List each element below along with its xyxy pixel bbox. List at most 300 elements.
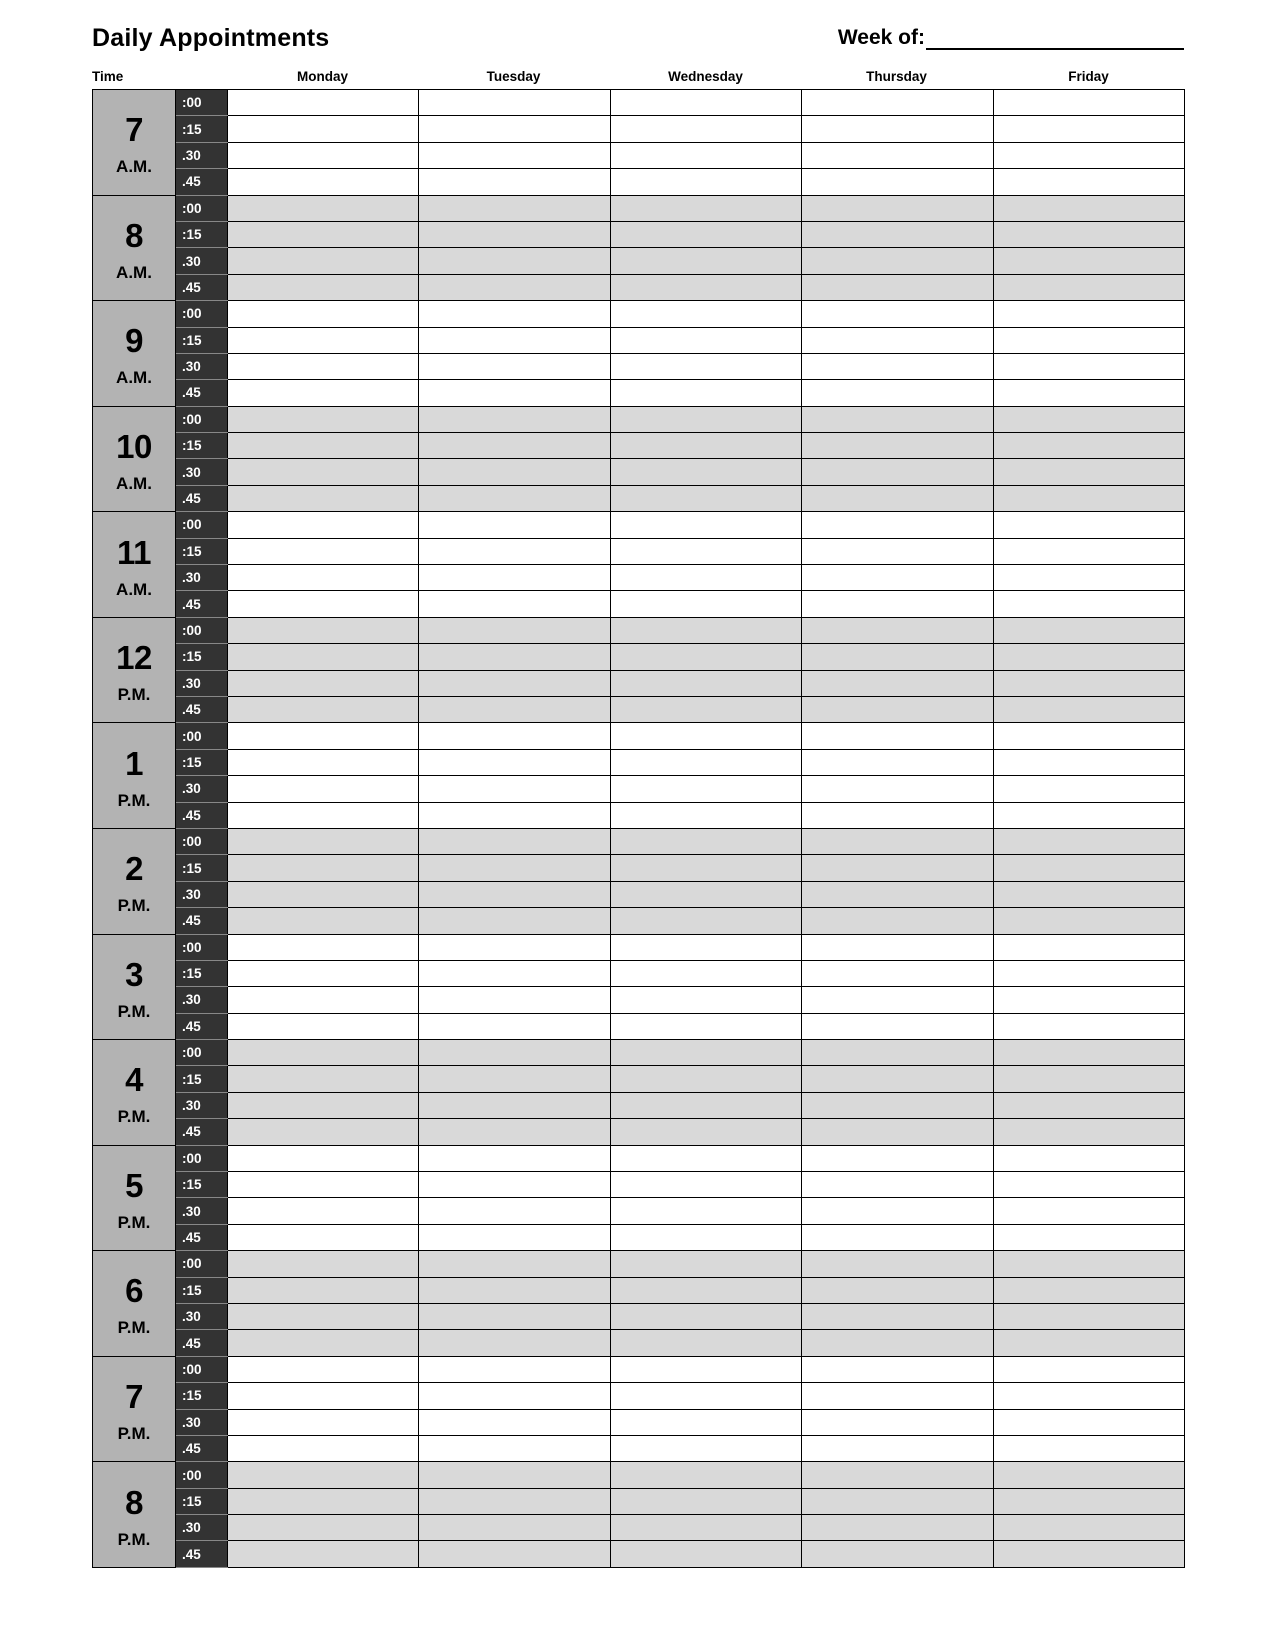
appointment-slot[interactable] [993,1277,1184,1303]
time-row [93,1462,1185,1488]
appointment-slot[interactable] [610,1145,801,1171]
appointment-slot[interactable] [419,459,610,485]
appointment-slot[interactable] [993,908,1184,934]
appointment-slot[interactable] [802,1224,993,1250]
appointment-slot[interactable] [419,749,610,775]
appointment-slot[interactable] [419,1541,610,1567]
appointment-slot[interactable] [802,802,993,828]
appointment-slot[interactable] [419,617,610,643]
appointment-slot[interactable] [802,670,993,696]
appointment-slot[interactable] [993,1541,1184,1567]
appointment-slot[interactable] [610,1013,801,1039]
appointment-slot[interactable] [610,934,801,960]
appointment-slot[interactable] [802,1013,993,1039]
appointment-slot[interactable] [419,1303,610,1329]
appointment-slot[interactable] [993,1013,1184,1039]
appointment-slot[interactable] [419,1172,610,1198]
appointment-slot[interactable] [802,1040,993,1066]
appointment-slot[interactable] [419,353,610,379]
appointment-slot[interactable] [228,960,419,986]
appointment-slot[interactable] [610,1409,801,1435]
appointment-slot[interactable] [993,1145,1184,1171]
appointment-slot[interactable] [802,1356,993,1382]
appointment-slot[interactable] [419,565,610,591]
time-row [93,1251,1185,1277]
appointment-slot[interactable] [228,565,419,591]
time-row [93,776,1185,802]
appointment-slot[interactable] [993,828,1184,854]
appointment-slot[interactable] [419,670,610,696]
appointment-slot[interactable] [610,644,801,670]
appointment-slot[interactable] [610,1040,801,1066]
appointment-slot[interactable] [802,828,993,854]
appointment-slot[interactable] [228,1435,419,1461]
appointment-slot[interactable] [610,1224,801,1250]
appointment-slot[interactable] [419,1383,610,1409]
hour-meridiem: P.M. [117,685,151,705]
appointment-slot[interactable] [610,485,801,511]
appointment-slot[interactable] [802,1488,993,1514]
appointment-slot[interactable] [993,644,1184,670]
appointment-slot[interactable] [802,169,993,195]
appointment-slot[interactable] [228,591,419,617]
appointment-slot[interactable] [993,169,1184,195]
appointment-slot[interactable] [419,327,610,353]
appointment-slot[interactable] [228,1330,419,1356]
appointment-slot[interactable] [802,1409,993,1435]
appointment-slot[interactable] [228,380,419,406]
appointment-slot[interactable] [610,221,801,247]
appointment-slot[interactable] [993,1066,1184,1092]
appointment-slot[interactable] [993,960,1184,986]
appointment-slot[interactable] [419,1515,610,1541]
appointment-slot[interactable] [993,696,1184,722]
appointment-slot[interactable] [228,512,419,538]
appointment-slot[interactable] [993,248,1184,274]
appointment-slot[interactable] [610,855,801,881]
appointment-slot[interactable] [802,1092,993,1118]
appointment-slot[interactable] [610,538,801,564]
appointment-slot[interactable] [419,1488,610,1514]
appointment-slot[interactable] [228,670,419,696]
appointment-slot[interactable] [419,406,610,432]
appointment-slot[interactable] [228,696,419,722]
appointment-slot[interactable] [419,723,610,749]
appointment-slot[interactable] [610,301,801,327]
appointment-slot[interactable] [419,512,610,538]
appointment-slot[interactable] [802,459,993,485]
appointment-slot[interactable] [228,1515,419,1541]
hour-number: 7 [125,111,143,149]
appointment-slot[interactable] [993,617,1184,643]
appointment-slot[interactable] [993,512,1184,538]
minute-label-cell: .45 [176,696,228,722]
appointment-slot[interactable] [419,934,610,960]
appointment-slot[interactable] [419,301,610,327]
appointment-slot[interactable] [802,485,993,511]
appointment-slot[interactable] [419,591,610,617]
appointment-slot[interactable] [228,881,419,907]
appointment-slot[interactable] [419,485,610,511]
appointment-slot[interactable] [993,881,1184,907]
appointment-slot[interactable] [610,1251,801,1277]
time-row [93,538,1185,564]
appointment-slot[interactable] [419,1330,610,1356]
appointment-slot[interactable] [993,1356,1184,1382]
appointment-slot[interactable] [802,301,993,327]
appointment-slot[interactable] [228,802,419,828]
appointment-slot[interactable] [610,353,801,379]
minute-label-cell: :00 [176,1462,228,1488]
appointment-slot[interactable] [610,617,801,643]
appointment-slot[interactable] [228,1224,419,1250]
appointment-slot[interactable] [228,195,419,221]
appointment-slot[interactable] [802,749,993,775]
appointment-slot[interactable] [993,1119,1184,1145]
appointment-slot[interactable] [419,142,610,168]
appointment-slot[interactable] [993,485,1184,511]
appointment-slot[interactable] [993,1040,1184,1066]
appointment-slot[interactable] [802,248,993,274]
time-row [93,248,1185,274]
appointment-slot[interactable] [419,1119,610,1145]
appointment-slot[interactable] [419,1066,610,1092]
appointment-slot[interactable] [802,90,993,116]
appointment-slot[interactable] [993,1488,1184,1514]
appointment-slot[interactable] [610,1119,801,1145]
appointment-slot[interactable] [802,116,993,142]
appointment-slot[interactable] [419,855,610,881]
appointment-slot[interactable] [610,1066,801,1092]
appointment-slot[interactable] [419,1224,610,1250]
appointment-slot[interactable] [228,1092,419,1118]
appointment-slot[interactable] [610,723,801,749]
appointment-slot[interactable] [419,221,610,247]
appointment-slot[interactable] [993,802,1184,828]
appointment-slot[interactable] [610,696,801,722]
appointment-slot[interactable] [802,1066,993,1092]
appointment-slot[interactable] [419,802,610,828]
appointment-slot[interactable] [610,169,801,195]
appointment-slot[interactable] [419,696,610,722]
time-row [93,987,1185,1013]
appointment-slot[interactable] [228,1383,419,1409]
appointment-slot[interactable] [419,248,610,274]
appointment-slot[interactable] [802,565,993,591]
appointment-slot[interactable] [610,960,801,986]
appointment-slot[interactable] [993,353,1184,379]
appointment-slot[interactable] [228,1251,419,1277]
appointment-slot[interactable] [610,459,801,485]
appointment-slot[interactable] [228,908,419,934]
appointment-slot[interactable] [610,1356,801,1382]
appointment-slot[interactable] [610,1277,801,1303]
appointment-slot[interactable] [802,1119,993,1145]
appointment-slot[interactable] [228,142,419,168]
appointment-slot[interactable] [419,1277,610,1303]
hour-number: 9 [125,322,143,360]
appointment-slot[interactable] [802,512,993,538]
appointment-slot[interactable] [802,380,993,406]
appointment-slot[interactable] [802,1277,993,1303]
appointment-slot[interactable] [610,828,801,854]
appointment-slot[interactable] [610,1303,801,1329]
appointment-slot[interactable] [228,855,419,881]
appointment-slot[interactable] [228,485,419,511]
appointment-slot[interactable] [610,195,801,221]
appointment-slot[interactable] [802,221,993,247]
appointment-slot[interactable] [993,142,1184,168]
appointment-slot[interactable] [228,1119,419,1145]
time-row [93,565,1185,591]
appointment-slot[interactable] [610,881,801,907]
appointment-slot[interactable] [419,195,610,221]
appointment-slot[interactable] [993,406,1184,432]
appointment-slot[interactable] [993,776,1184,802]
appointment-slot[interactable] [228,274,419,300]
appointment-slot[interactable] [993,1330,1184,1356]
appointment-slot[interactable] [993,1092,1184,1118]
appointment-slot[interactable] [993,1172,1184,1198]
appointment-slot[interactable] [802,1462,993,1488]
appointment-slot[interactable] [228,987,419,1013]
appointment-slot[interactable] [802,591,993,617]
appointment-slot[interactable] [228,828,419,854]
appointment-slot[interactable] [610,1172,801,1198]
appointment-slot[interactable] [610,1541,801,1567]
appointment-slot[interactable] [993,433,1184,459]
appointment-slot[interactable] [228,406,419,432]
appointment-slot[interactable] [993,1383,1184,1409]
appointment-slot[interactable] [993,1303,1184,1329]
appointment-slot[interactable] [610,406,801,432]
appointment-slot[interactable] [802,1330,993,1356]
appointment-slot[interactable] [419,908,610,934]
appointment-slot[interactable] [610,1488,801,1514]
appointment-slot[interactable] [993,327,1184,353]
appointment-slot[interactable] [802,433,993,459]
appointment-slot[interactable] [802,406,993,432]
minute-label-cell: :15 [176,1383,228,1409]
appointment-slot[interactable] [228,723,419,749]
appointment-slot[interactable] [228,934,419,960]
appointment-slot[interactable] [802,1198,993,1224]
appointment-slot[interactable] [610,591,801,617]
appointment-slot[interactable] [993,1515,1184,1541]
appointment-slot[interactable] [802,696,993,722]
appointment-slot[interactable] [993,723,1184,749]
appointment-slot[interactable] [228,1409,419,1435]
appointment-slot[interactable] [419,644,610,670]
appointment-slot[interactable] [419,881,610,907]
appointment-slot[interactable] [228,116,419,142]
appointment-slot[interactable] [610,749,801,775]
appointment-slot[interactable] [802,353,993,379]
appointment-slot[interactable] [610,1198,801,1224]
appointment-slot[interactable] [802,723,993,749]
appointment-slot[interactable] [610,802,801,828]
appointment-slot[interactable] [993,538,1184,564]
appointment-slot[interactable] [802,1435,993,1461]
appointment-slot[interactable] [610,1462,801,1488]
appointment-slot[interactable] [993,1198,1184,1224]
appointment-slot[interactable] [228,1541,419,1567]
appointment-slot[interactable] [802,1251,993,1277]
appointment-slot[interactable] [419,1040,610,1066]
appointment-slot[interactable] [610,776,801,802]
appointment-slot[interactable] [419,1251,610,1277]
appointment-slot[interactable] [802,1303,993,1329]
appointment-slot[interactable] [802,960,993,986]
appointment-slot[interactable] [419,433,610,459]
appointment-slot[interactable] [419,90,610,116]
appointment-slot[interactable] [228,1356,419,1382]
appointment-slot[interactable] [993,934,1184,960]
appointment-slot[interactable] [993,1462,1184,1488]
appointment-slot[interactable] [993,116,1184,142]
appointment-slot[interactable] [228,617,419,643]
appointment-slot[interactable] [228,1198,419,1224]
appointment-slot[interactable] [228,1066,419,1092]
appointment-slot[interactable] [419,169,610,195]
appointment-slot[interactable] [610,380,801,406]
appointment-slot[interactable] [802,908,993,934]
appointment-slot[interactable] [610,327,801,353]
appointment-slot[interactable] [802,855,993,881]
appointment-slot[interactable] [419,538,610,564]
appointment-slot[interactable] [610,90,801,116]
appointment-slot[interactable] [610,987,801,1013]
appointment-slot[interactable] [228,433,419,459]
appointment-slot[interactable] [419,1356,610,1382]
appointment-slot[interactable] [993,1435,1184,1461]
appointment-slot[interactable] [228,169,419,195]
appointment-slot[interactable] [802,881,993,907]
appointment-slot[interactable] [993,987,1184,1013]
appointment-slot[interactable] [228,1145,419,1171]
appointment-slot[interactable] [228,459,419,485]
minute-label-cell: :15 [176,327,228,353]
hour-meridiem: A.M. [116,368,152,388]
appointment-slot[interactable] [419,776,610,802]
appointment-slot[interactable] [993,1251,1184,1277]
appointment-slot[interactable] [610,142,801,168]
appointment-slot[interactable] [228,644,419,670]
appointment-slot[interactable] [419,1198,610,1224]
appointment-slot[interactable] [610,908,801,934]
appointment-slot[interactable] [610,565,801,591]
appointment-slot[interactable] [802,274,993,300]
appointment-slot[interactable] [610,1330,801,1356]
appointment-slot[interactable] [993,1409,1184,1435]
appointment-slot[interactable] [419,987,610,1013]
appointment-slot[interactable] [228,1277,419,1303]
appointment-slot[interactable] [419,380,610,406]
appointment-slot[interactable] [993,301,1184,327]
minute-label-cell: .30 [176,1409,228,1435]
appointment-slot[interactable] [802,327,993,353]
appointment-slot[interactable] [993,274,1184,300]
appointment-slot[interactable] [610,1435,801,1461]
appointment-slot[interactable] [610,1383,801,1409]
appointment-slot[interactable] [419,828,610,854]
hour-number: 4 [125,1061,143,1099]
appointment-slot[interactable] [802,934,993,960]
appointment-slot[interactable] [610,1092,801,1118]
week-of-input[interactable] [926,27,1184,50]
appointment-slot[interactable] [610,116,801,142]
appointment-slot[interactable] [228,221,419,247]
appointment-slot[interactable] [993,670,1184,696]
appointment-slot[interactable] [802,617,993,643]
appointment-slot[interactable] [228,1488,419,1514]
appointment-slot[interactable] [993,749,1184,775]
appointment-slot[interactable] [802,538,993,564]
appointment-slot[interactable] [228,1462,419,1488]
appointment-slot[interactable] [228,776,419,802]
appointment-slot[interactable] [610,433,801,459]
hour-meridiem: P.M. [117,1529,151,1549]
appointment-slot[interactable] [419,1013,610,1039]
appointment-slot[interactable] [993,591,1184,617]
appointment-slot[interactable] [802,1172,993,1198]
appointment-slot[interactable] [419,1145,610,1171]
appointment-slot[interactable] [802,1515,993,1541]
appointment-slot[interactable] [802,142,993,168]
appointment-slot[interactable] [228,90,419,116]
appointment-slot[interactable] [993,459,1184,485]
appointment-slot[interactable] [610,1515,801,1541]
appointment-slot[interactable] [228,1040,419,1066]
appointment-slot[interactable] [419,1409,610,1435]
appointment-slot[interactable] [228,538,419,564]
appointment-slot[interactable] [802,644,993,670]
appointment-slot[interactable] [993,90,1184,116]
appointment-slot[interactable] [228,1303,419,1329]
appointment-slot[interactable] [993,1224,1184,1250]
appointment-slot[interactable] [993,221,1184,247]
column-header-time: Time [92,69,124,84]
appointment-slot[interactable] [228,1172,419,1198]
appointment-slot[interactable] [419,1092,610,1118]
appointment-slot[interactable] [993,380,1184,406]
appointment-slot[interactable] [228,301,419,327]
appointment-slot[interactable] [802,1541,993,1567]
appointment-slot[interactable] [610,670,801,696]
appointment-slot[interactable] [419,1435,610,1461]
appointment-slot[interactable] [802,987,993,1013]
appointment-slot[interactable] [993,565,1184,591]
appointment-slot[interactable] [802,1383,993,1409]
appointment-slot[interactable] [419,116,610,142]
appointment-slot[interactable] [993,195,1184,221]
appointment-slot[interactable] [610,512,801,538]
appointment-slot[interactable] [228,353,419,379]
appointment-slot[interactable] [228,327,419,353]
appointment-slot[interactable] [228,248,419,274]
appointment-slot[interactable] [419,1462,610,1488]
appointment-slot[interactable] [610,274,801,300]
appointment-slot[interactable] [802,776,993,802]
appointment-slot[interactable] [610,248,801,274]
appointment-slot[interactable] [419,274,610,300]
appointment-slot[interactable] [228,749,419,775]
appointment-slot[interactable] [419,960,610,986]
appointment-slot[interactable] [802,1145,993,1171]
appointment-slot[interactable] [802,195,993,221]
appointment-slot[interactable] [228,1013,419,1039]
appointment-slot[interactable] [993,855,1184,881]
